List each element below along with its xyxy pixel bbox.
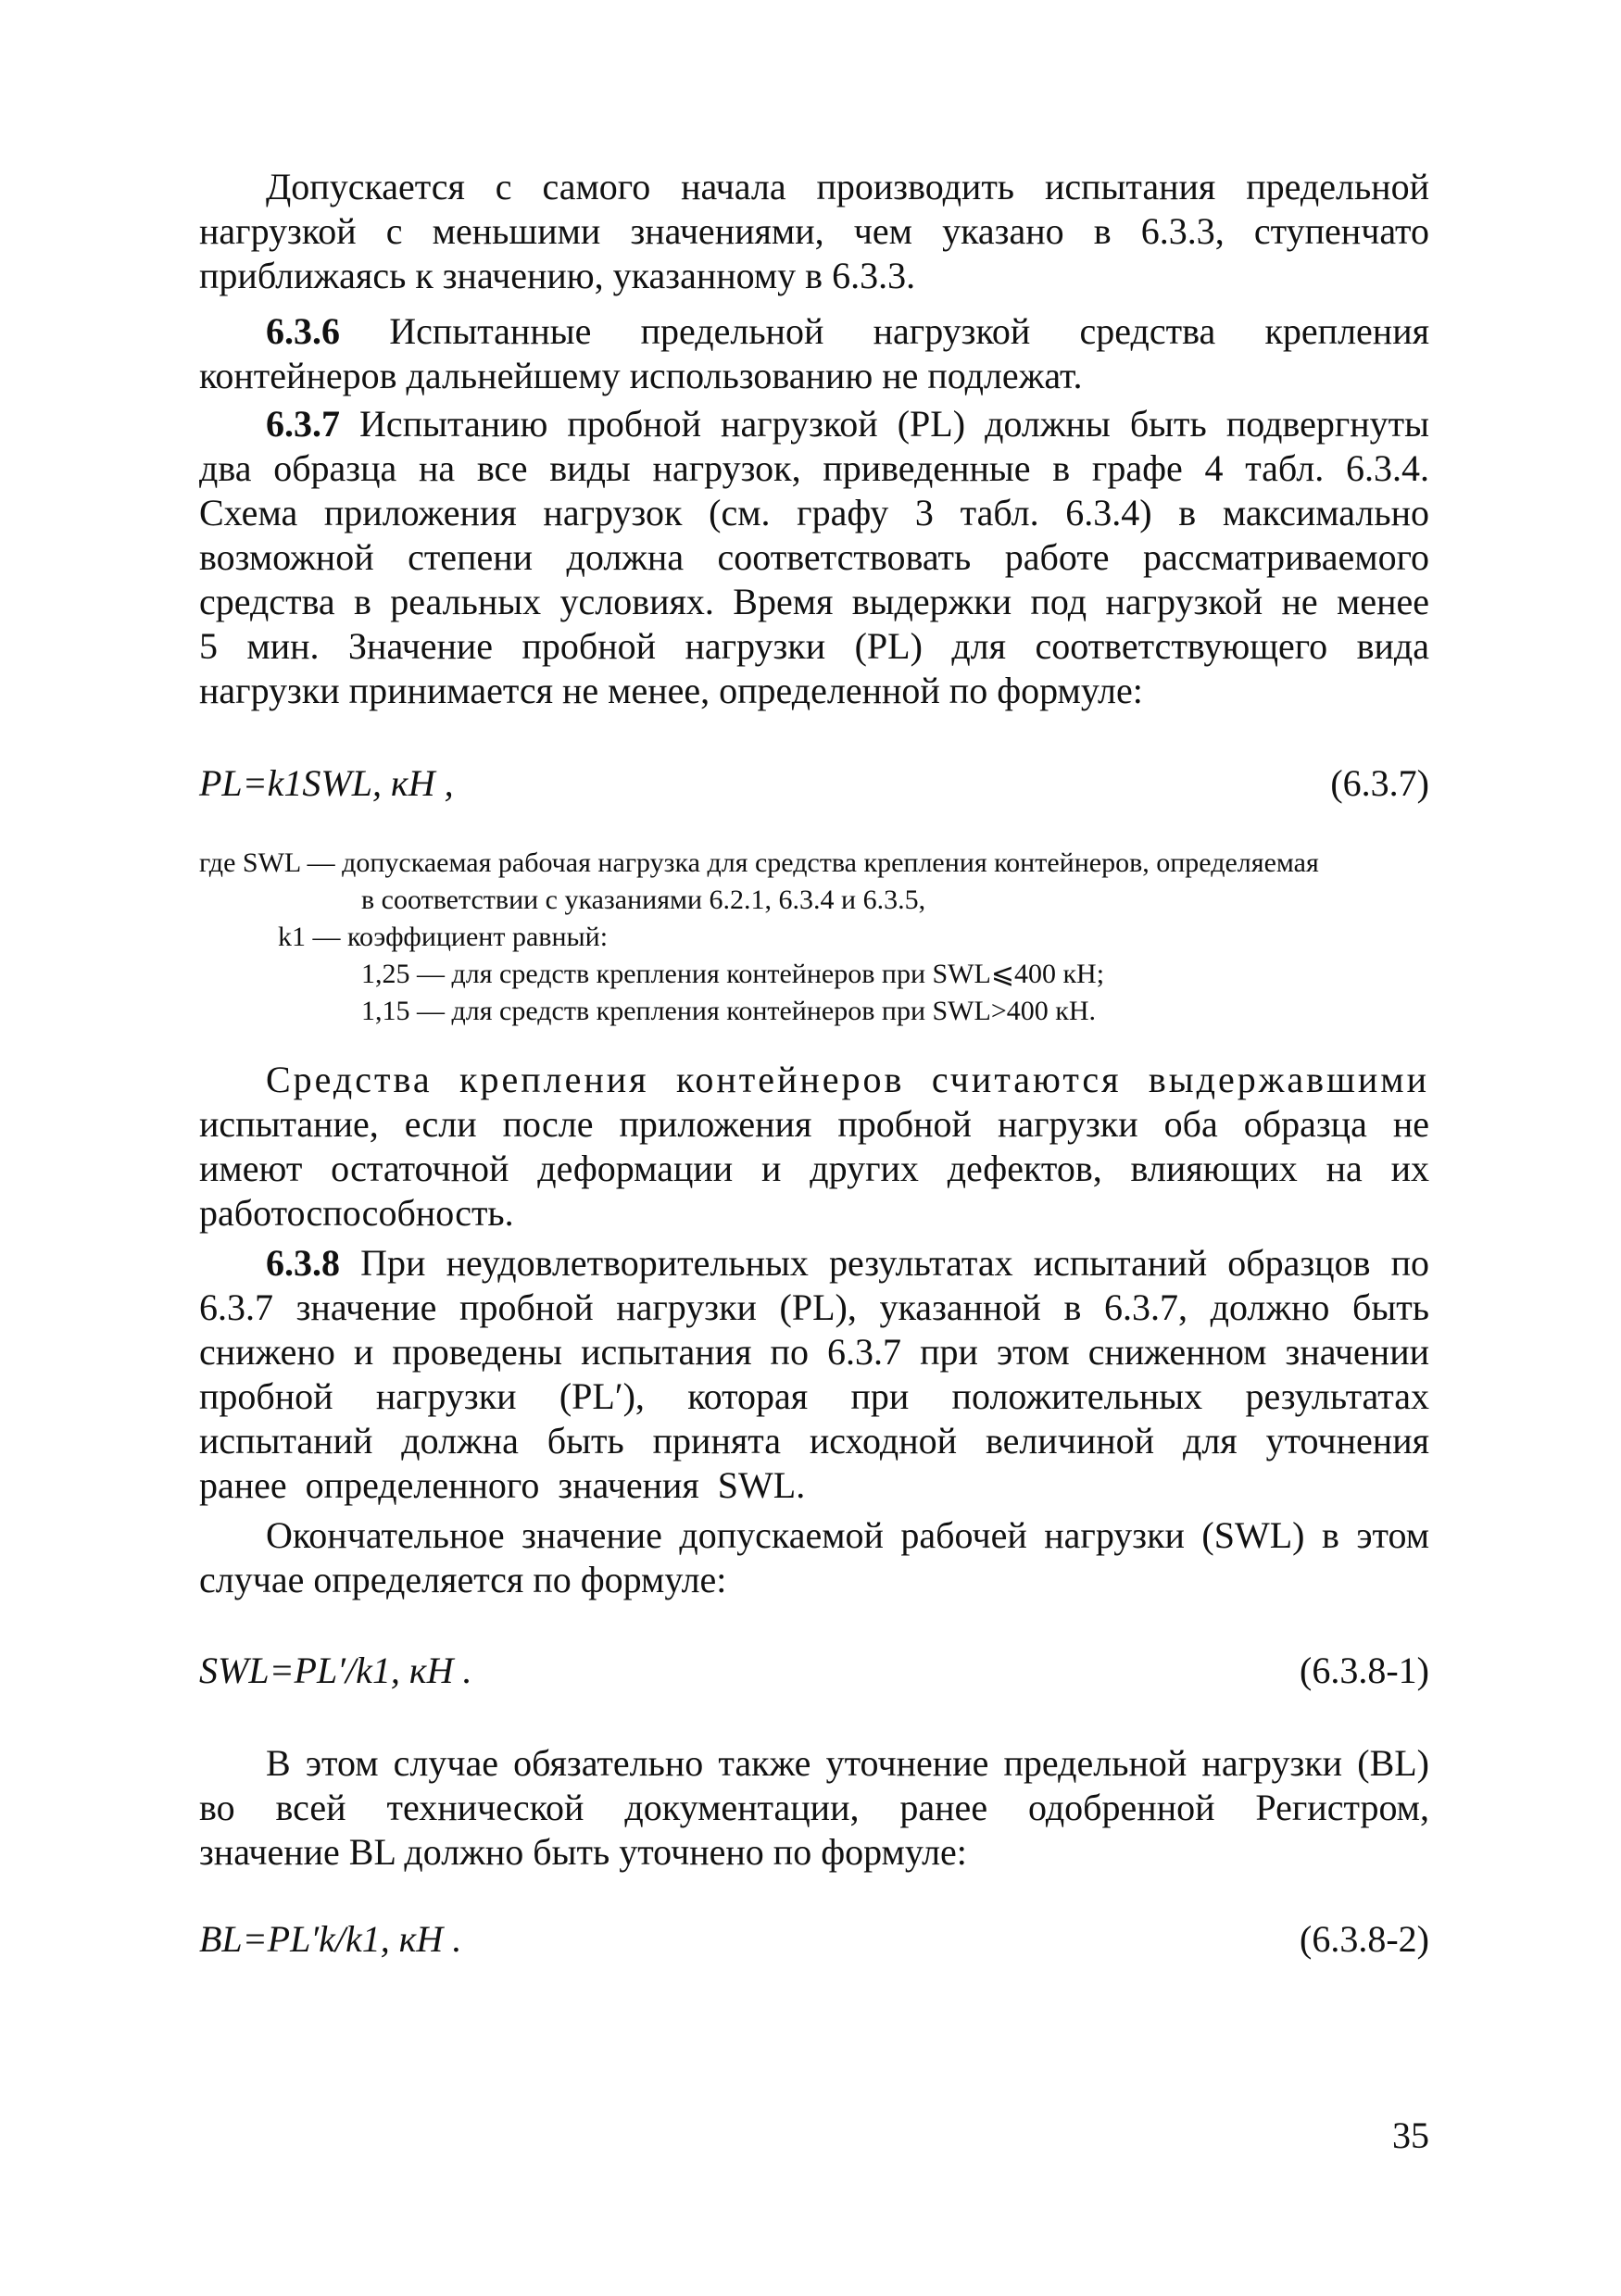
- text-line: 6.3.8 При неудовлетворительных результатах испытаний образцов по: [266, 1242, 1430, 1284]
- text-line: средства в реальных условиях. Время выдержки под нагрузкой не менее: [199, 581, 1429, 622]
- text-line: Окончательное значение допускаемой рабочей нагрузки (SWL) в этом: [266, 1514, 1429, 1556]
- text-line: значение BL должно быть уточнено по формуле:: [199, 1831, 967, 1873]
- text-line: 6.3.7 Испытанию пробной нагрузкой (PL) должны быть подвергнуты: [266, 403, 1429, 445]
- formula-number: (6.3.8-1): [1300, 1650, 1429, 1691]
- paragraph-bl: [199, 1741, 1429, 1875]
- formula-number: (6.3.8-2): [1300, 1918, 1429, 1960]
- text-line: испытаний должна быть принята исходной величиной для уточнения: [199, 1420, 1429, 1462]
- text-line: 5 мин. Значение пробной нагрузки (PL) для соответствующего вида: [199, 625, 1429, 667]
- where-line: в соответствии с указаниями 6.2.1, 6.3.4 и 6.3.5,: [361, 885, 926, 915]
- text-line: нагрузки принимается не менее, определенной по формуле:: [199, 670, 1143, 711]
- formula-6-3-8-1: SWL=PL′/k1, кН .: [199, 1650, 472, 1691]
- text-line: случае определяется по формуле:: [199, 1559, 727, 1600]
- text-line: два образца на все виды нагрузок, приведенные в графе 4 табл. 6.3.4.: [199, 447, 1429, 489]
- text-line: ранее определенного значения SWL.: [199, 1464, 806, 1506]
- text-line: пробной нагрузки (PL′), которая при положительных результатах: [199, 1375, 1429, 1417]
- where-line: 1,25 — для средств крепления контейнеров при SWL⩽400 кН;: [361, 959, 1105, 989]
- page-number: 35: [1392, 2114, 1429, 2156]
- text-line: 6.3.7 значение пробной нагрузки (PL), указанной в 6.3.7, должно быть: [199, 1286, 1429, 1328]
- text-line: снижено и проведены испытания по 6.3.7 при этом сниженном значении: [199, 1331, 1429, 1373]
- paragraph-intro: [199, 165, 1429, 298]
- where-line: k1 — коэффициент равный:: [278, 922, 609, 952]
- text-line: испытание, если после приложения пробной нагрузки оба образца не: [199, 1103, 1429, 1145]
- text-line: Допускается с самого начала производить испытания предельной: [266, 166, 1429, 207]
- section-number: 6.3.8: [266, 1242, 340, 1284]
- text-line: контейнеров дальнейшему использованию не подлежат.: [199, 355, 1083, 396]
- where-line: где SWL — допускаемая рабочая нагрузка для средства крепления контейнеров, определяемая: [199, 847, 1319, 878]
- formula-6-3-8-2: BL=PL′k/k1, кН .: [199, 1918, 462, 1960]
- where-line: 1,15 — для средств крепления контейнеров при SWL>400 кН.: [361, 996, 1096, 1026]
- text-line: Средства крепления контейнеров считаются выдержавшими: [266, 1059, 1429, 1100]
- section-6-3-7: [199, 402, 1429, 713]
- formula-number: (6.3.7): [1330, 762, 1429, 804]
- section-number: 6.3.6: [266, 310, 340, 352]
- text-line: нагрузкой с меньшими значениями, чем указано в 6.3.3, ступенчато: [199, 210, 1429, 252]
- text-line: во всей технической документации, ранее одобренной Регистром,: [199, 1787, 1429, 1828]
- formula-6-3-7: PL=k1SWL, кН ,: [199, 762, 454, 804]
- text-line: 6.3.6 Испытанные предельной нагрузкой средства крепления: [266, 310, 1430, 352]
- section-number: 6.3.7: [266, 403, 340, 445]
- text-line: возможной степени должна соответствовать работе рассматриваемого: [199, 536, 1429, 578]
- text-line: В этом случае обязательно также уточнение предельной нагрузки (BL): [266, 1742, 1429, 1784]
- text-line: приближаясь к значению, указанному в 6.3.3.: [199, 255, 916, 296]
- text-line: Схема приложения нагрузок (см. графу 3 табл. 6.3.4) в максимально: [199, 492, 1429, 533]
- text-line: работоспособность.: [199, 1192, 514, 1234]
- paragraph-result: [199, 1058, 1429, 1236]
- text-line: имеют остаточной деформации и других дефектов, влияющих на их: [199, 1148, 1429, 1189]
- section-6-3-8: [199, 1241, 1429, 1508]
- section-6-3-6: [199, 309, 1429, 398]
- paragraph-final-value: [199, 1513, 1429, 1602]
